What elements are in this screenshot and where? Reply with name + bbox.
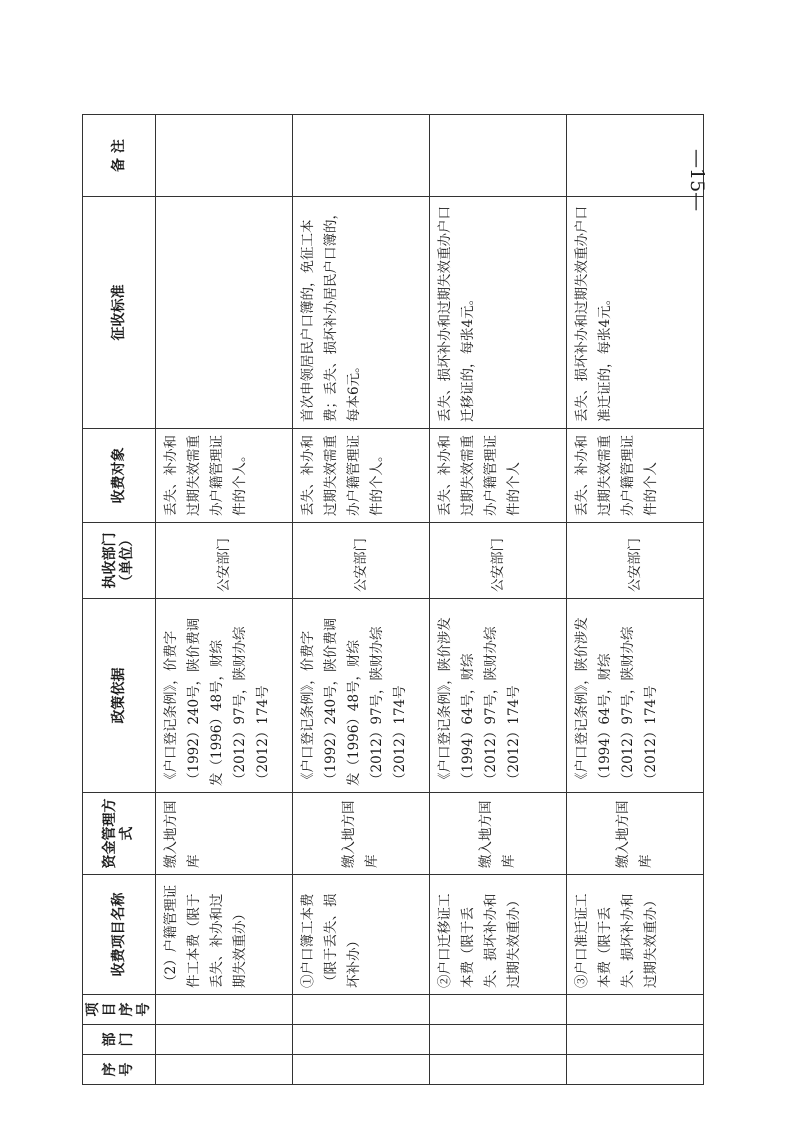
header-item-no: 项目序号 [83,995,156,1025]
table-row [156,115,293,1085]
header-remark: 备 注 [83,115,156,197]
cell-standard [156,197,293,429]
table-row [567,115,704,1085]
table-row [430,115,567,1085]
cell-remark [430,115,567,197]
header-policy: 政策依据 [83,599,156,793]
cell-item-no [293,995,430,1025]
cell-item-no [567,995,704,1025]
cell-exec-dept: 公安部门 [293,523,430,599]
cell-remark [156,115,293,197]
cell-seq [293,1055,430,1085]
cell-exec-dept: 公安部门 [156,523,293,599]
header-exec-dept: 执收部门（单位） [83,523,156,599]
cell-dept [567,1025,704,1055]
cell-dept [156,1025,293,1055]
fee-table [82,114,704,1085]
cell-seq [156,1055,293,1085]
cell-policy: 《户口登记条例》，价费字（1992）240号，陕价费调发（1996）48号，财综（2012）97号，陕财办综（2012）174号 [293,599,430,793]
cell-standard: 首次申领居民户口簿的，免征工本费；丢失、损坏补办居民户口簿的，每本6元。 [293,197,430,429]
header-seq: 序号 [83,1055,156,1085]
cell-dept [430,1025,567,1055]
cell-item-no [430,995,567,1025]
cell-fund-mgmt: 缴入地方国库 [293,793,430,875]
table-row [293,115,430,1085]
header-fund-mgmt: 资金管理方式 [83,793,156,875]
page-number: —15— [686,148,708,212]
cell-target: 丢失、补办和过期失效需重办户籍管理证件的个人 [567,429,704,523]
cell-dept [293,1025,430,1055]
cell-fund-mgmt: 缴入地方国库 [567,793,704,875]
rotated-table-container [82,115,672,1085]
cell-target: 丢失、补办和过期失效需重办户籍管理证件的个人。 [156,429,293,523]
cell-item-no [156,995,293,1025]
header-item-name: 收费项目名称 [83,875,156,995]
cell-fund-mgmt: 缴入地方国库 [156,793,293,875]
cell-item-name: ②户口迁移证工本费（限于丢失、损坏补办和过期失效重办） [430,875,567,995]
cell-policy: 《户口登记条例》，价费字（1992）240号，陕价费调发（1996）48号，财综（2012）97号，陕财办综（2012）174号 [156,599,293,793]
cell-target: 丢失、补办和过期失效需重办户籍管理证件的个人 [430,429,567,523]
cell-standard: 丢失、损坏补办和过期失效重办户口迁移证的，每张4元。 [430,197,567,429]
cell-item-name: （2）户籍管理证件工本费（限于丢失、补办和过期失效重办） [156,875,293,995]
cell-policy: 《户口登记条例》，陕价涉发（1994）64号，财综（2012）97号，陕财办综（2012）174号 [430,599,567,793]
cell-remark [293,115,430,197]
cell-fund-mgmt: 缴入地方国库 [430,793,567,875]
header-target: 收费对象 [83,429,156,523]
cell-exec-dept: 公安部门 [567,523,704,599]
cell-item-name: ①户口簿工本费（限于丢失、损坏补办） [293,875,430,995]
cell-item-name: ③户口准迁证工本费（限于丢失、损坏补办和过期失效重办） [567,875,704,995]
cell-exec-dept: 公安部门 [430,523,567,599]
cell-target: 丢失、补办和过期失效需重办户籍管理证件的个人。 [293,429,430,523]
header-dept: 部门 [83,1025,156,1055]
cell-standard: 丢失、损坏补办和过期失效重办户口准迁证的，每张4元。 [567,197,704,429]
table-header-row [83,115,156,1085]
cell-policy: 《户口登记条例》，陕价涉发（1994）64号，财综（2012）97号，陕财办综（2012）174号 [567,599,704,793]
header-standard: 征收标准 [83,197,156,429]
cell-seq [430,1055,567,1085]
cell-seq [567,1055,704,1085]
